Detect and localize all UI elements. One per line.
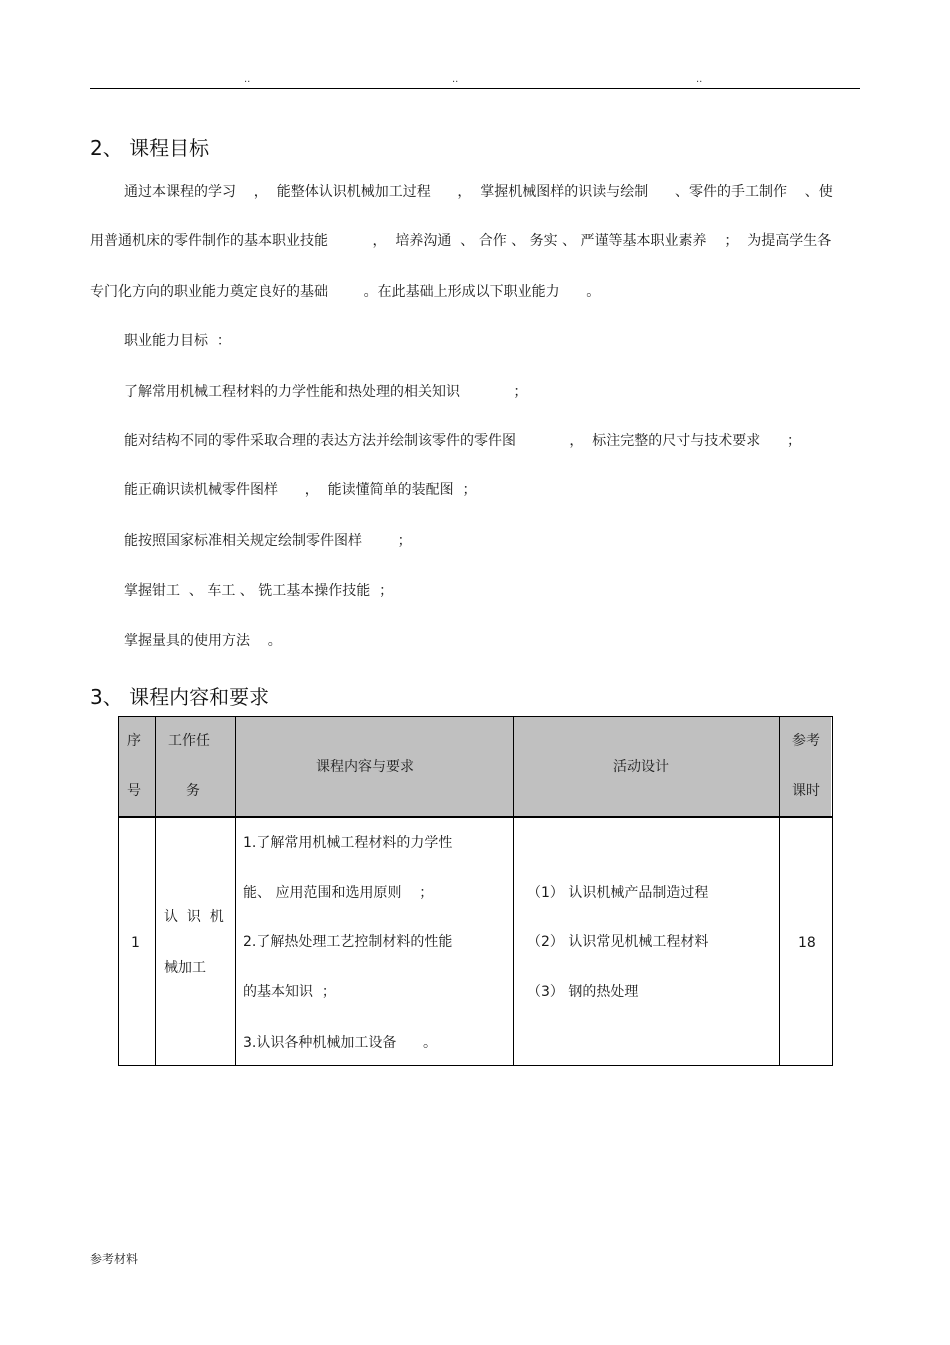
goals-label: 职业能力目标 ： xyxy=(124,333,231,349)
table-col-divider-2 xyxy=(235,716,236,1066)
goal-item-3: 能正确识读机械零件图样 ， 能读懂简单的装配图 ； xyxy=(124,482,477,498)
table-col-divider-1 xyxy=(155,716,156,1066)
footer-text: 参考材料 xyxy=(90,1252,139,1266)
intro-line-3: 专门化方向的职业能力奠定良好的基础 。在此基础上形成以下职业能力 。 xyxy=(90,284,601,300)
table-col-divider-4 xyxy=(779,716,780,1066)
header-dots-right: .. xyxy=(696,74,703,85)
header-content: 课程内容与要求 xyxy=(316,759,414,775)
row-content-line-5: 3.认识各种机械加工设备 。 xyxy=(243,1035,438,1051)
table-header-divider xyxy=(119,816,832,818)
table-header-background xyxy=(119,717,831,816)
table-border-top xyxy=(119,716,832,717)
row-seq: 1 xyxy=(131,935,140,951)
goal-item-6: 掌握量具的使用方法 。 xyxy=(124,633,282,649)
goal-item-1: 了解常用机械工程材料的力学性能和热处理的相关知识 ； xyxy=(124,384,528,400)
row-activity-line-2: （2） 认识常见机械工程材料 xyxy=(527,934,709,950)
row-content-line-2: 能、 应用范围和选用原则 ； xyxy=(243,885,434,901)
header-rule xyxy=(90,88,860,89)
header-dots-center: .. xyxy=(452,74,459,85)
header-seq-line-1: 序 xyxy=(127,733,141,749)
table-col-divider-3 xyxy=(513,716,514,1066)
row-task-line-1: 认 识 机 xyxy=(164,909,224,925)
goal-item-2: 能对结构不同的零件采取合理的表达方法并绘制该零件的零件图 ， 标注完整的尺寸与技术要求 ； xyxy=(124,433,802,449)
row-activity-line-1: （1） 认识机械产品制造过程 xyxy=(527,885,709,901)
row-content-line-1: 1.了解常用机械工程材料的力学性 xyxy=(243,835,453,851)
table-border-right xyxy=(832,716,833,1066)
section-3-title: 3、 课程内容和要求 xyxy=(90,685,270,709)
header-task-line-2: 务 xyxy=(186,783,200,799)
row-hours: 18 xyxy=(798,935,816,951)
header-dots-left: .. xyxy=(244,74,251,85)
header-task-line-1: 工作任 xyxy=(168,733,210,749)
goal-item-4: 能按照国家标准相关规定绘制零件图样 ； xyxy=(124,533,412,549)
table-border-left xyxy=(118,716,119,1066)
goal-item-5: 掌握钳工 、 车工 、 铣工基本操作技能 ； xyxy=(124,583,394,599)
header-hours-line-1: 参考 xyxy=(792,733,820,749)
header-hours-line-2: 课时 xyxy=(792,783,820,799)
intro-line-1: 通过本课程的学习 ， 能整体认识机械加工过程 ， 掌握机械图样的识读与绘制 、零件的手工制作 、使 xyxy=(124,184,833,200)
intro-line-2: 用普通机床的零件制作的基本职业技能 ， 培养沟通 、 合作 、 务实 、 严谨等基本职业素养 ； 为提高学生各 xyxy=(90,233,832,249)
row-content-line-4: 的基本知识 ； xyxy=(243,984,336,1000)
header-activity: 活动设计 xyxy=(613,759,669,775)
header-seq-line-2: 号 xyxy=(127,783,141,799)
row-task-line-2: 械加工 xyxy=(164,960,206,976)
row-activity-line-3: （3） 钢的热处理 xyxy=(527,984,639,1000)
section-2-title: 2、 课程目标 xyxy=(90,136,210,160)
row-content-line-3: 2.了解热处理工艺控制材料的性能 xyxy=(243,934,453,950)
table-border-bottom xyxy=(119,1065,832,1066)
